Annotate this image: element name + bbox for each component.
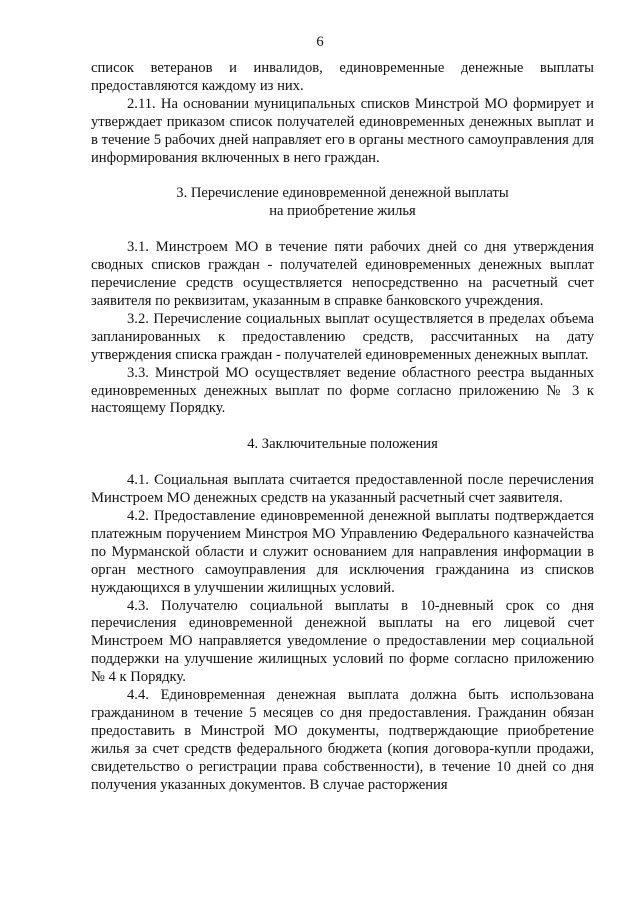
paragraph-3-1: 3.1. Минстроем МО в течение пяти рабочих дней со дня утверждения сводных списков граждан - получателей единовременных денежных выплат перечисление средств осуществляется непосредственно на расчетный счет заявителя по реквизитам, указанным в справке банковского учреждения. bbox=[91, 239, 594, 309]
document-body bbox=[91, 60, 594, 795]
paragraph-4-3: 4.3. Получателю социальной выплаты в 10-дневный срок со дня перечисления единовременной денежной выплаты на его лицевой счет Минстроем МО направляется уведомление о предоставлении мер социальной поддержки на улучшение жилищных условий по форме согласно приложению № 4 к Порядку. bbox=[91, 597, 594, 686]
page-number: 6 bbox=[316, 34, 324, 50]
section-3-title-line-1: 3. Перечисление единовременной денежной выплаты bbox=[176, 185, 509, 202]
section-3-title-line-2: на приобретение жилья bbox=[269, 203, 416, 220]
paragraph-continuation: список ветеранов и инвалидов, единовременные денежные выплаты предоставляются каждому из них. bbox=[91, 60, 594, 94]
paragraph-3-3: 3.3. Минстрой МО осуществляет ведение областного реестра выданных единовременных денежных выплат по форме согласно приложению № 3 к настоящему Порядку. bbox=[91, 364, 594, 417]
paragraph-2-11: 2.11. На основании муниципальных списков Минстрой МО формирует и утверждает приказом список получателей единовременных денежных выплат и в течение 5 рабочих дней направляет его в органы местного самоуправления для информирования включенных в него граждан. bbox=[91, 95, 594, 166]
section-4-title: 4. Заключительные положения bbox=[247, 436, 438, 453]
paragraph-4-4: 4.4. Единовременная денежная выплата должна быть использована гражданином в течение 5 месяцев со дня предоставления. Гражданин обязан предоставить в Минстрой МО документы, подтверждающие приобретение жилья за счет средств федерального бюджета (копия договора-купли продажи, свидетельство о регистрации права собственности), в течение 10 дней со дня получения указанных документов. В случае расторжения bbox=[91, 687, 594, 793]
paragraph-4-1: 4.1. Социальная выплата считается предоставленной после перечисления Минстроем МО денежных средств на указанный расчетный счет заявителя. bbox=[91, 472, 594, 507]
paragraph-3-2: 3.2. Перечисление социальных выплат осуществляется в пределах объема запланированных к предоставлению средств, рассчитанных на дату утверждения списка граждан - получателей единовременных денежных выплат. bbox=[91, 310, 594, 363]
paragraph-4-2: 4.2. Предоставление единовременной денежной выплаты подтверждается платежным поручением Минстроя МО Управлению Федерального казначейства по Мурманской области и служит основанием для направления информации в орган местного самоуправления для исключения гражданина из списков нуждающихся в улучшении жилищных условий. bbox=[91, 508, 594, 596]
